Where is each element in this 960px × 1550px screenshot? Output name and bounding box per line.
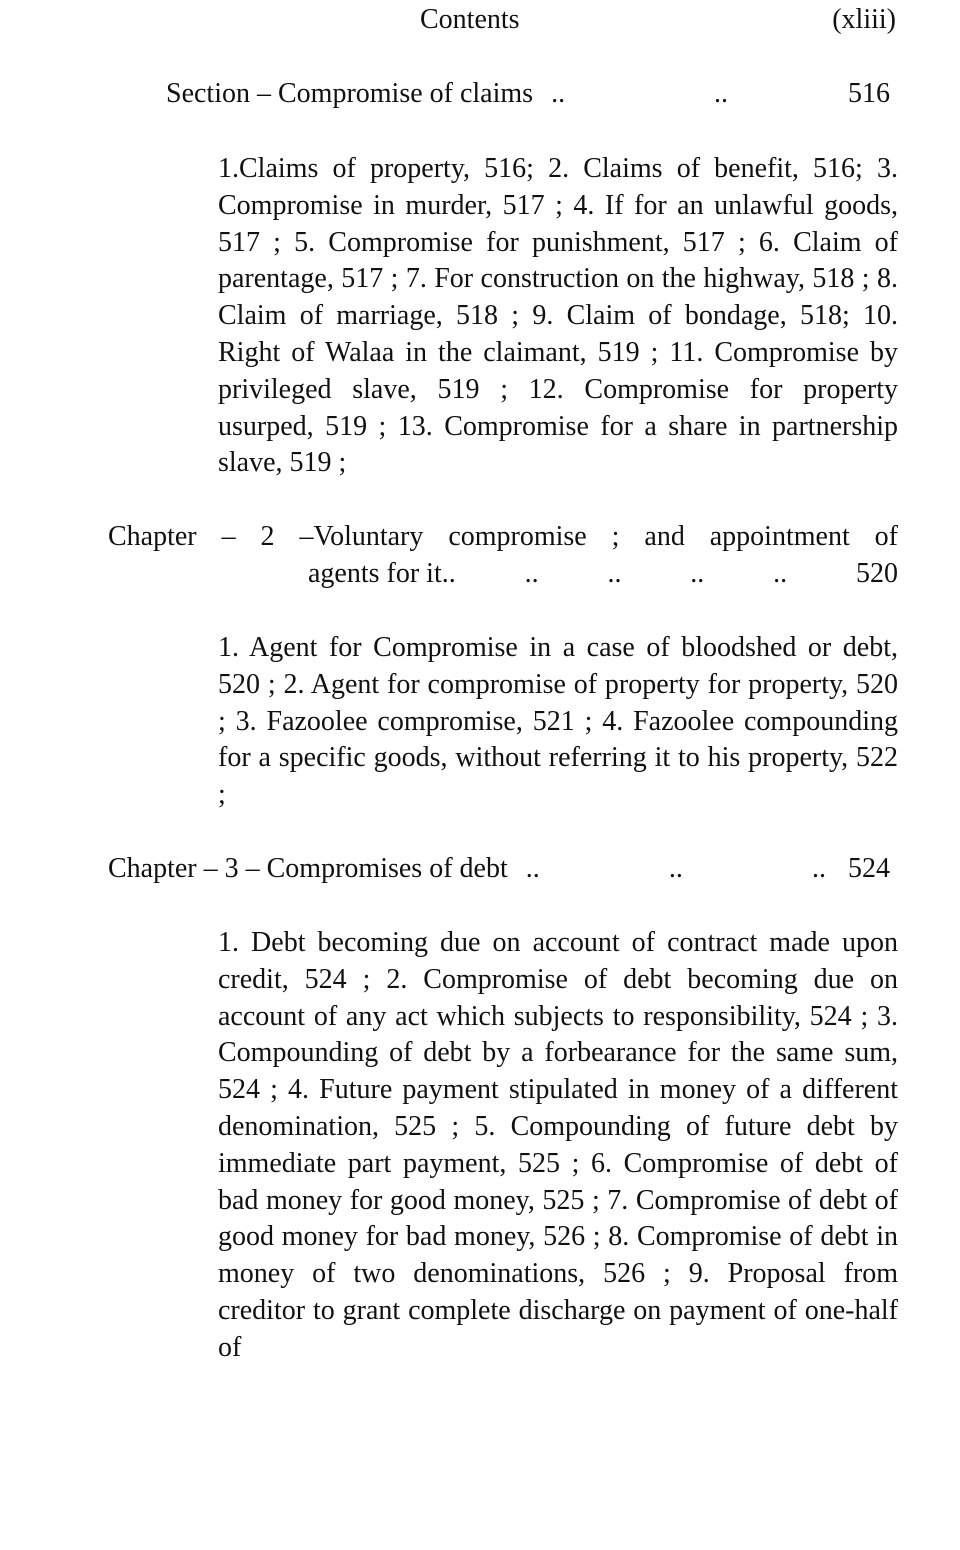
chapter2-title-line2: agents for it.. [308,557,456,589]
chapter2-items: 1. Agent for Compromise in a case of bloodshed or debt, 520 ; 2. Agent for compromise of property for property, 520 ; 3. Fazoolee compromise, 521 ; 4. Fazoolee compounding for a specific goods, without referring it to his property, 522 ; [218,632,898,811]
section-title: Section – Compromise of claims [166,78,534,109]
leader-dots: .. [773,557,788,589]
chapter3-leader [508,851,848,888]
leader-dots: .. [690,557,705,589]
section-page: 516 [848,78,890,109]
leader-dots: .. [811,853,826,884]
chapter3-heading [108,851,890,888]
leader-dots: .. [714,78,728,109]
chapter3-page: 524 [848,853,890,884]
leader-dots: .. [525,853,540,884]
chapter2-heading [108,519,898,593]
chapter2-title-line1: Chapter – 2 –Voluntary compromise ; and appointment of [108,521,898,552]
chapter3-title: Chapter – 3 – Compromises of debt [108,853,508,884]
leader-dots: .. [551,78,566,109]
section-heading [166,76,890,113]
page-header [0,2,960,42]
leader-dots: .. [668,853,683,884]
header-title: Contents [420,4,520,35]
leader-dots: .. [607,557,622,589]
leader-dots: .. [524,557,539,589]
header-page-number: (xliii) [832,4,896,35]
chapter2-title-line2-row [308,556,898,593]
chapter2-page: 520 [855,557,898,589]
section-items: 1.Claims of property, 516; 2. Claims of benefit, 516; 3. Compromise in murder, 517 ; 4. If for an unlawful goods, 517 ; 5. Compromise for punishment, 517 ; 6. Claim of parentage, 517 ; 7. For construction on the highway, 518 ; 8. Claim of marriage, 518 ; 9. Claim of bondage, 518; 10. Right of Walaa in the claimant, 519 ; 11. Compromise by privileged slave, 519 ; 12. Compromise for property usurped, 519 ; 13. Compromise for a share in partnership slave, 519 ; [218,153,898,479]
chapter3-items: 1. Debt becoming due on account of contract made upon credit, 524 ; 2. Compromise of debt becoming due on account of any act which subjects to responsibility, 524 ; 3. Compounding of debt by a forbearance for the same sum, 524 ; 4. Future payment stipulated in money of a different denomination, 525 ; 5. Compounding of future debt by immediate part payment, 525 ; 6. Compromise of debt of bad money for good money, 525 ; 7. Compromise of debt of good money for bad money, 526 ; 8. Compromise of debt in money of two denominations, 526 ; 9. Proposal from creditor to grant complete discharge on payment of one-half of [218,927,898,1363]
section-leader [533,76,848,113]
